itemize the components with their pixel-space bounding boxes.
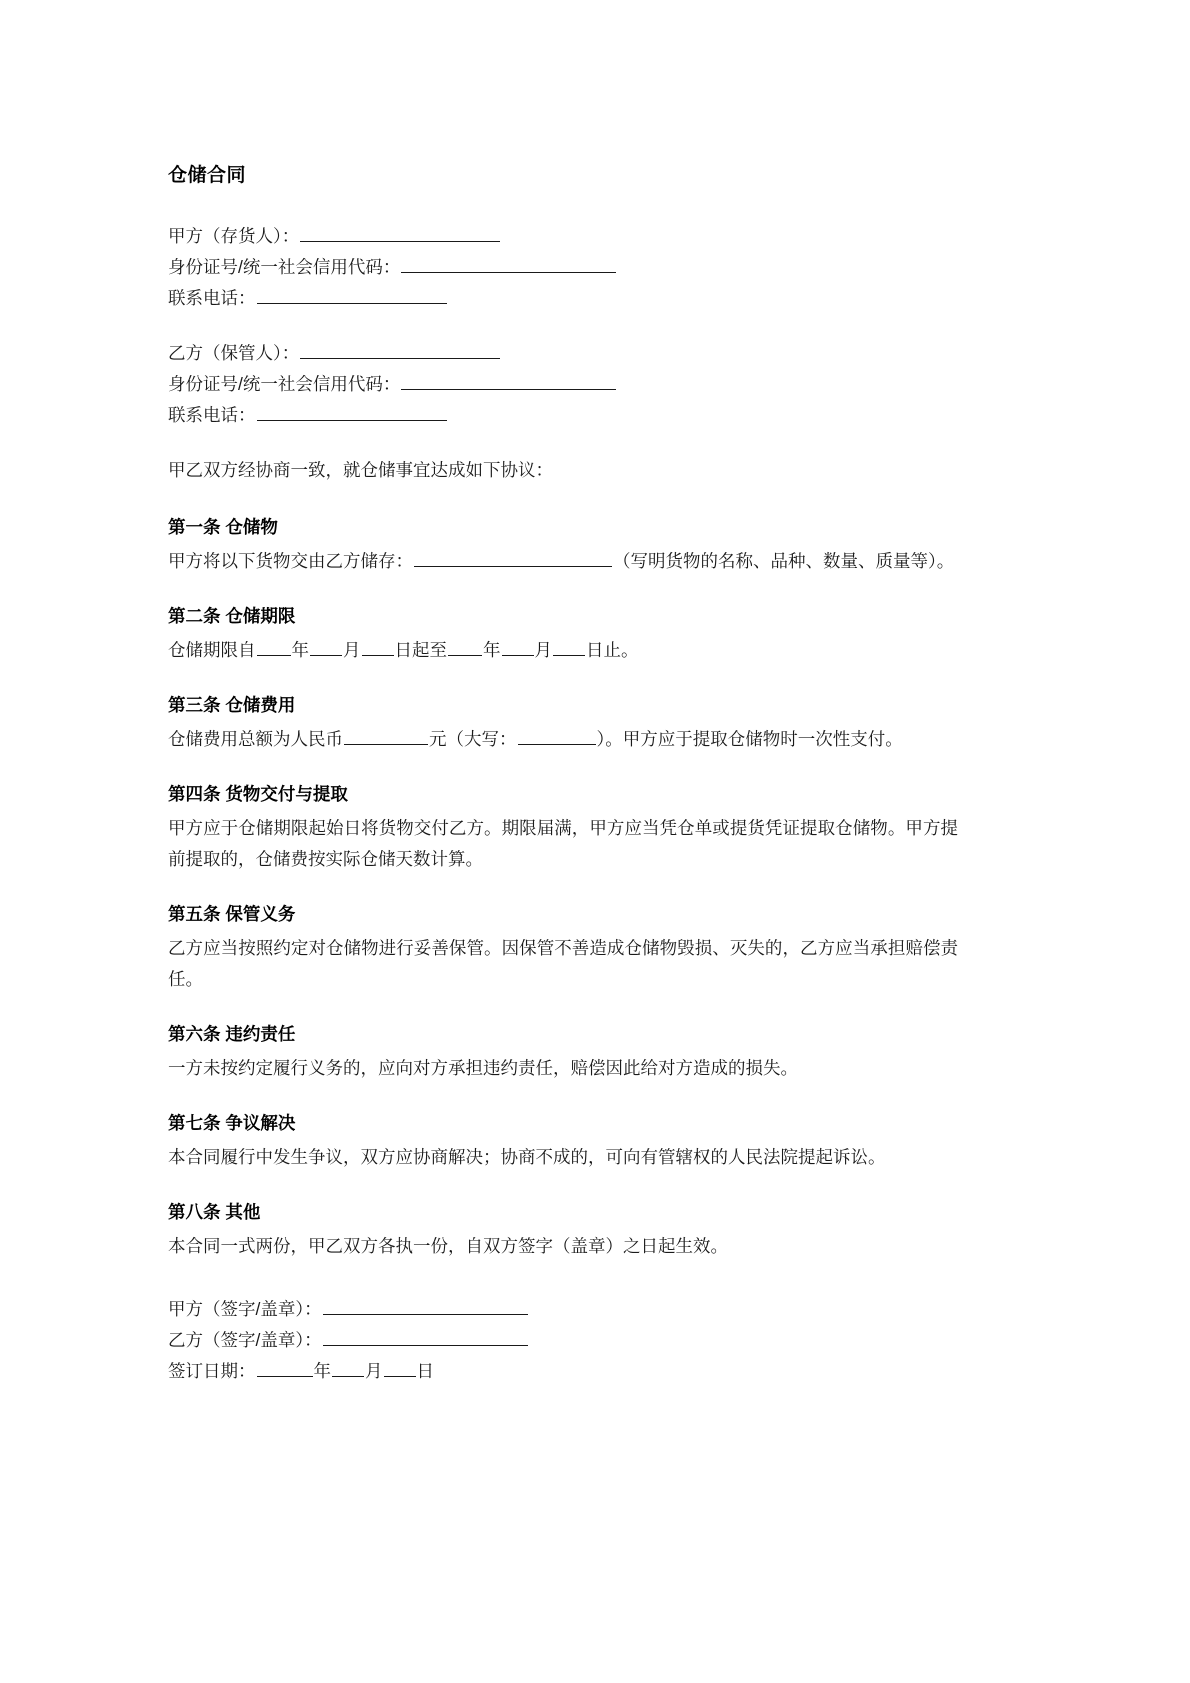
party-a-block (168, 221, 958, 314)
party-b-block (168, 338, 958, 431)
signature-party-a-line (168, 1294, 958, 1325)
signature-party-b-label: 乙方（签字/盖章）： (168, 1329, 322, 1350)
party-b-name-line (168, 338, 958, 369)
party-b-id-line (168, 369, 958, 400)
article-8 (168, 1197, 958, 1262)
article-3-seg2: 元（大写： (429, 728, 517, 749)
article-1-suffix: （写明货物的名称、品种、数量、质量等）。 (613, 550, 955, 571)
party-a-tel-blank[interactable] (257, 284, 447, 303)
article-7-heading: 第七条 争议解决 (168, 1112, 296, 1133)
article-1-prefix: 甲方将以下货物交由乙方储存： (168, 550, 413, 571)
party-a-name-blank[interactable] (300, 222, 500, 241)
article-2-seg1: 仓储期限自 (168, 639, 256, 660)
article-5-body: 乙方应当按照约定对仓储物进行妥善保管。因保管不善造成仓储物毁损、灭失的，乙方应当承担赔偿责任。 (168, 937, 958, 989)
article-8-heading: 第八条 其他 (168, 1201, 261, 1222)
party-a-id-blank[interactable] (401, 253, 616, 272)
end-month-blank[interactable] (502, 636, 534, 655)
signature-month-blank[interactable] (332, 1357, 364, 1376)
article-7-body: 本合同履行中发生争议，双方应协商解决；协商不成的，可向有管辖权的人民法院提起诉讼。 (168, 1146, 886, 1167)
page-title: 仓储合同 (168, 165, 247, 186)
signature-month-unit: 月 (365, 1360, 383, 1381)
signature-year-unit: 年 (313, 1360, 331, 1381)
signature-block (168, 1294, 958, 1387)
article-5-heading: 第五条 保管义务 (168, 903, 296, 924)
article-2-seg7: 日止。 (586, 639, 639, 660)
party-a-name-label: 甲方（存货人）： (168, 225, 300, 246)
article-5 (168, 899, 958, 995)
party-a-id-label: 身份证号/统一社会信用代码： (168, 256, 401, 277)
party-a-name-line (168, 221, 958, 252)
fee-amount-upper-blank[interactable] (518, 725, 596, 744)
signature-party-a-label: 甲方（签字/盖章）： (168, 1298, 322, 1319)
article-2-seg5: 年 (483, 639, 501, 660)
party-b-tel-blank[interactable] (257, 401, 447, 420)
article-3 (168, 690, 958, 755)
article-3-seg1: 仓储费用总额为人民币 (168, 728, 343, 749)
article-1-heading: 第一条 仓储物 (168, 516, 278, 537)
article-1-body (168, 546, 958, 577)
article-4 (168, 779, 958, 875)
party-a-tel-line (168, 283, 958, 314)
party-b-name-label: 乙方（保管人）： (168, 342, 300, 363)
article-1 (168, 512, 958, 577)
document-body (168, 162, 958, 1387)
party-b-name-blank[interactable] (300, 339, 500, 358)
signature-year-blank[interactable] (257, 1357, 313, 1376)
party-b-tel-line (168, 400, 958, 431)
party-b-tel-label: 联系电话： (168, 404, 256, 425)
article-3-seg3: ）。甲方应于提取仓储物时一次性支付。 (596, 728, 903, 749)
article-2-heading: 第二条 仓储期限 (168, 605, 296, 626)
article-4-heading: 第四条 货物交付与提取 (168, 783, 348, 804)
article-6 (168, 1019, 958, 1084)
article-7 (168, 1108, 958, 1173)
signature-party-b-line (168, 1325, 958, 1356)
article-6-body: 一方未按约定履行义务的，应向对方承担违约责任，赔偿因此给对方造成的损失。 (168, 1057, 798, 1078)
party-b-id-label: 身份证号/统一社会信用代码： (168, 373, 401, 394)
article-6-heading: 第六条 违约责任 (168, 1023, 296, 1044)
party-a-tel-label: 联系电话： (168, 287, 256, 308)
agreement-intro: 甲乙双方经协商一致，就仓储事宜达成如下协议： (168, 459, 553, 480)
article-1-goods-blank[interactable] (414, 547, 612, 566)
article-4-body: 甲方应于仓储期限起始日将货物交付乙方。期限届满，甲方应当凭仓单或提货凭证提取仓储物。甲方提前提取的，仓储费按实际仓储天数计算。 (168, 817, 958, 869)
signature-date-label: 签订日期： (168, 1360, 256, 1381)
signature-party-a-blank[interactable] (323, 1295, 528, 1314)
article-2-seg4: 日起至 (394, 639, 447, 660)
article-2-seg3: 月 (343, 639, 361, 660)
end-year-blank[interactable] (448, 636, 482, 655)
end-day-blank[interactable] (553, 636, 585, 655)
start-day-blank[interactable] (362, 636, 394, 655)
signature-party-b-blank[interactable] (323, 1326, 528, 1345)
article-3-heading: 第三条 仓储费用 (168, 694, 296, 715)
start-year-blank[interactable] (257, 636, 291, 655)
article-2-seg6: 月 (534, 639, 552, 660)
article-8-body: 本合同一式两份，甲乙双方各执一份，自双方签字（盖章）之日起生效。 (168, 1235, 728, 1256)
article-3-body (168, 724, 958, 755)
party-b-id-blank[interactable] (401, 370, 616, 389)
signature-day-blank[interactable] (384, 1357, 416, 1376)
article-2-seg2: 年 (291, 639, 309, 660)
article-2-body (168, 635, 958, 666)
fee-amount-blank[interactable] (344, 725, 428, 744)
signature-date-line (168, 1356, 958, 1387)
article-2 (168, 601, 958, 666)
party-a-id-line (168, 252, 958, 283)
signature-day-unit: 日 (416, 1360, 434, 1381)
start-month-blank[interactable] (310, 636, 342, 655)
